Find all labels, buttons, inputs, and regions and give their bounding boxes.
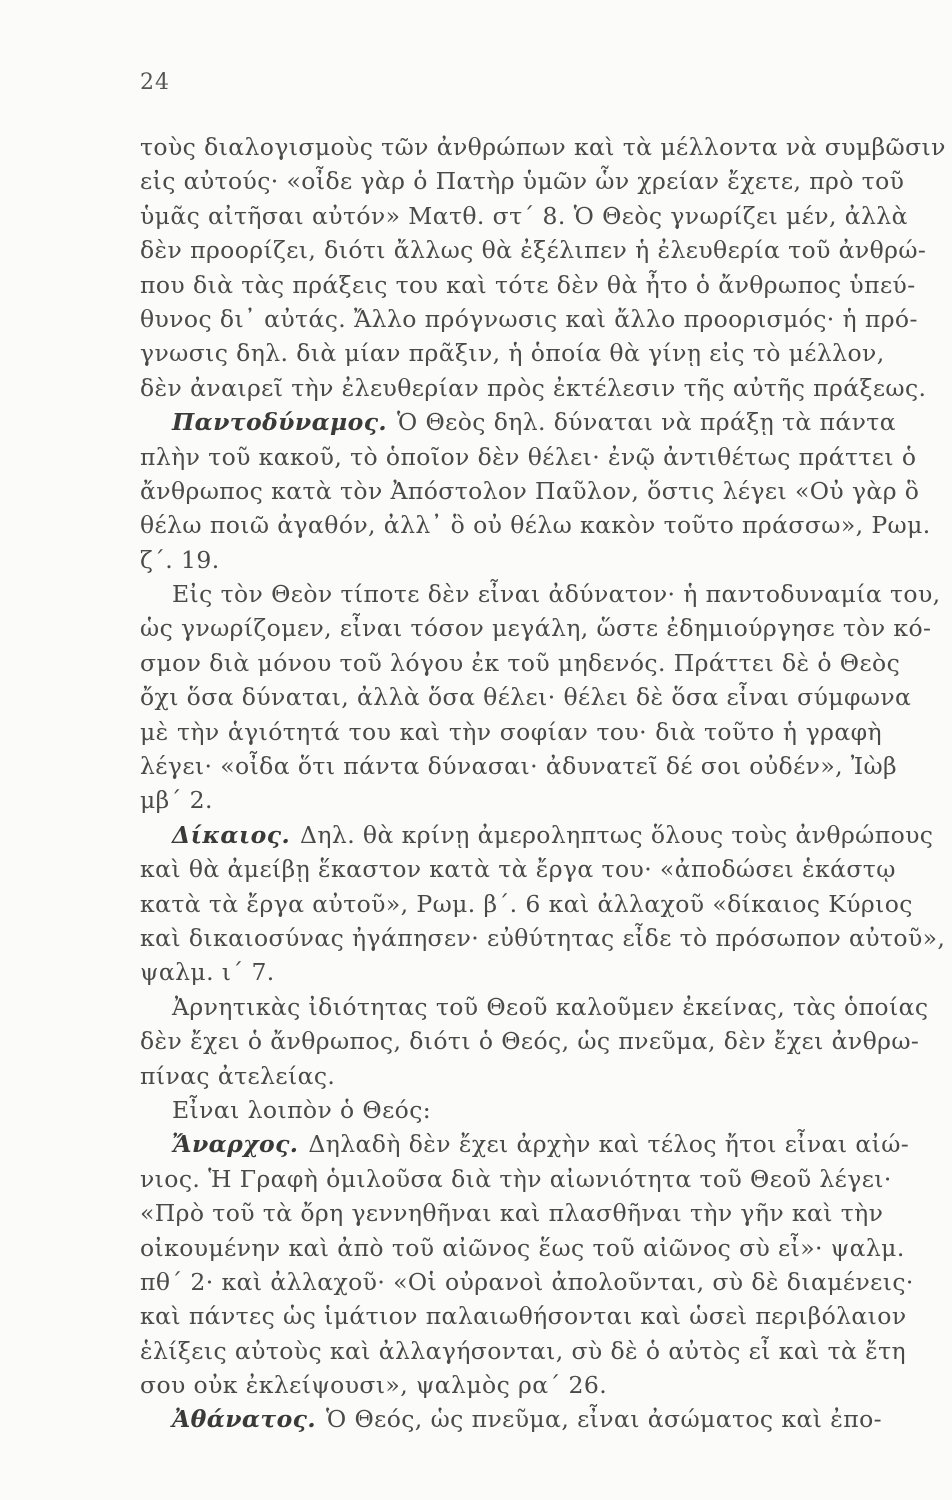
- text-line: ἄνθρωπος κατὰ τὸν Ἀπόστολον Παῦλον, ὅστις λέγει «Οὐ γὰρ ὃ: [140, 476, 920, 505]
- text-line: νιος. Ἡ Γραφὴ ὁμιλοῦσα διὰ τὴν αἰωνιότητα τοῦ Θεοῦ λέγει·: [140, 1164, 892, 1193]
- text-line: που διὰ τὰς πράξεις του καὶ τότε δὲν θὰ ἦτο ὁ ἄνθρωπος ὑπεύ-: [140, 270, 916, 299]
- text-line: οἰκουμένην καὶ ἀπὸ τοῦ αἰῶνος ἕως τοῦ αἰῶνος σὺ εἶ»· ψαλμ.: [140, 1233, 905, 1262]
- text-line: σμον διὰ μόνου τοῦ λόγου ἐκ τοῦ μηδενός. Πράττει δὲ ὁ Θεὸς: [140, 648, 901, 677]
- heading-pantodynamos: Παντοδύναμος.: [172, 408, 388, 437]
- text-line: ὑμᾶς αἰτῆσαι αὐτόν» Ματθ. στ΄ 8. Ὁ Θεὸς γνωρίζει μέν, ἀλλὰ: [140, 201, 908, 230]
- text-line: Εἰς τὸν Θεὸν τίποτε δὲν εἶναι ἀδύνατον· ἡ παντοδυναμία του,: [172, 580, 941, 609]
- text-line: δὲν ἔχει ὁ ἄνθρωπος, διότι ὁ Θεός, ὡς πνεῦμα, δὲν ἔχει ἀνθρω-: [140, 1027, 920, 1056]
- text-line: τοὺς διαλογισμοὺς τῶν ἀνθρώπων καὶ τὰ μέλλοντα νὰ συμβῶσιν: [140, 133, 946, 161]
- text-span: Δηλαδὴ δὲν ἔχει ἀρχὴν καὶ τέλος ἤτοι εἶναι αἰώ-: [308, 1130, 910, 1159]
- text-span: Ὁ Θεός, ὡς πνεῦμα, εἶναι ἀσώματος καὶ ἐπο-: [325, 1405, 882, 1434]
- text-line: πθ΄ 2· καὶ ἀλλαχοῦ· «Οἱ οὐρανοὶ ἀπολοῦνται, σὺ δὲ διαμένεις·: [140, 1267, 914, 1296]
- heading-athanatos: Ἀθάνατος.: [172, 1405, 316, 1434]
- text-line: σου οὐκ ἐκλείψουσι», ψαλμὸς ρα΄ 26.: [140, 1371, 608, 1400]
- paragraph-head-line: [140, 818, 934, 852]
- text-line: ἑλίξεις αὐτοὺς καὶ ἀλλαγήσονται, σὺ δὲ ὁ αὐτὸς εἶ καὶ τὰ ἔτη: [140, 1336, 907, 1365]
- text-line: πλὴν τοῦ κακοῦ, τὸ ὁποῖον δὲν θέλει· ἐνῷ ἀντιθέτως πράττει ὁ: [140, 442, 917, 471]
- text-span: Δηλ. θὰ κρίνῃ ἀμεροληπτως ὅλους τοὺς ἀνθρώπους: [300, 820, 934, 849]
- text-line: «Πρὸ τοῦ τὰ ὄρη γεννηθῆναι καὶ πλασθῆναι τὴν γῆν καὶ τὴν: [140, 1199, 884, 1228]
- text-line: θυνος δι᾿ αὐτάς. Ἄλλο πρόγνωσις καὶ ἄλλο προορισμός· ἡ πρό-: [140, 304, 918, 333]
- text-span: Ὁ Θεὸς δηλ. δύναται νὰ πράξῃ τὰ πάντα: [397, 408, 896, 437]
- text-line: μὲ τὴν ἁγιότητά του καὶ τὴν σοφίαν του· διὰ τοῦτο ἡ γραφὴ: [140, 717, 882, 746]
- heading-anarchos: Ἄναρχος.: [172, 1130, 299, 1159]
- text-line: ὄχι ὅσα δύναται, ἀλλὰ ὅσα θέλει· θέλει δὲ ὅσα εἶναι σύμφωνα: [140, 683, 912, 712]
- text-line: πίνας ἀτελείας.: [140, 1061, 336, 1090]
- text-line: καὶ δικαιοσύνας ἠγάπησεν· εὐθύτητας εἶδε τὸ πρόσωπον αὐτοῦ»,: [140, 923, 946, 952]
- text-line: ὡς γνωρίζομεν, εἶναι τόσον μεγάλη, ὥστε ἐδημιούργησε τὸν κό-: [140, 614, 932, 643]
- paragraph-head-line: [140, 1127, 910, 1161]
- text-line: ψαλμ. ι΄ 7.: [140, 958, 275, 987]
- text-line: θέλω ποιῶ ἀγαθόν, ἀλλ᾿ ὃ οὐ θέλω κακὸν τοῦτο πράσσω», Ρωμ.: [140, 511, 931, 540]
- text-line: γνωσις δηλ. διὰ μίαν πρᾶξιν, ἡ ὁποία θὰ γίνῃ εἰς τὸ μέλλον,: [140, 339, 885, 368]
- text-line: δὲν προορίζει, διότι ἄλλως θὰ ἐξέλιπεν ἡ ἐλευθερία τοῦ ἀνθρώ-: [140, 236, 927, 265]
- text-line: Ἀρνητικὰς ἰδιότητας τοῦ Θεοῦ καλοῦμεν ἐκείνας, τὰς ὁποίας: [172, 992, 929, 1021]
- text-line: Εἶναι λοιπὸν ὁ Θεός:: [172, 1095, 432, 1124]
- text-line: καὶ θὰ ἀμείβῃ ἕκαστον κατὰ τὰ ἔργα του· «ἀποδώσει ἑκάστῳ: [140, 855, 896, 884]
- text-line: μβ΄ 2.: [140, 786, 213, 815]
- heading-dikaios: Δίκαιος.: [172, 820, 291, 849]
- body-text: [140, 130, 946, 1437]
- text-line: καὶ πάντες ὡς ἱμάτιον παλαιωθήσονται καὶ ὡσεὶ περιβόλαιον: [140, 1302, 907, 1331]
- text-line: κατὰ τὰ ἔργα αὐτοῦ», Ρωμ. β΄. 6 καὶ ἀλλαχοῦ «δίκαιος Κύριος: [140, 889, 913, 918]
- text-line: δὲν ἀναιρεῖ τὴν ἐλευθερίαν πρὸς ἐκτέλεσιν τῆς αὐτῆς πράξεως.: [140, 373, 927, 402]
- text-line: εἰς αὐτούς· «οἶδε γὰρ ὁ Πατὴρ ὑμῶν ὧν χρείαν ἔχετε, πρὸ τοῦ: [140, 167, 905, 196]
- text-line: λέγει· «οἶδα ὅτι πάντα δύνασαι· ἀδυνατεῖ δέ σοι οὐδέν», Ἰὼβ: [140, 752, 898, 781]
- paragraph-head-line: [140, 405, 896, 439]
- paragraph-head-line: [140, 1402, 882, 1436]
- text-line: ζ΄. 19.: [140, 545, 220, 574]
- page-number: 24: [140, 70, 170, 95]
